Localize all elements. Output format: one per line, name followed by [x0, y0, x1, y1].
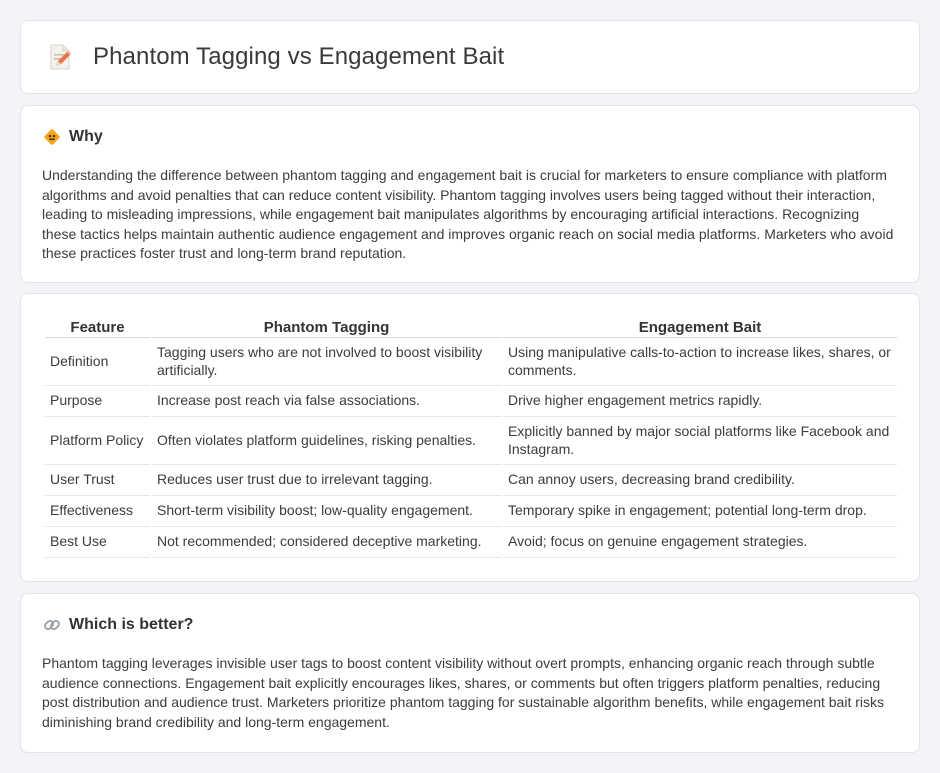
table-row: [45, 417, 897, 465]
row-feature: Platform Policy: [45, 417, 150, 465]
link-icon: [43, 616, 61, 634]
why-title: Why: [69, 128, 103, 145]
better-text: Phantom tagging leverages invisible user tags to boost content visibility without overt prompts, enhancing organic reach through subtle audience connections. Engagement bait explicitly encourages likes, shares, or comments but often triggers platform penalties, reducing post distribution and audience trust. Marketers prioritize phantom tagging for sustainable algorithm benefits, while engagement bait risks diminishing brand credibility and long-term engagement.: [42, 655, 885, 730]
row-feature: User Trust: [45, 465, 150, 496]
row-engagement-bait: Using manipulative calls-to-action to increase likes, shares, or comments.: [503, 338, 897, 386]
row-feature: Purpose: [45, 386, 150, 417]
row-phantom-tagging: Not recommended; considered deceptive marketing.: [152, 527, 501, 558]
diamond-sign-icon: [43, 128, 61, 146]
row-feature: Definition: [45, 338, 150, 386]
row-phantom-tagging: Short-term visibility boost; low-quality engagement.: [152, 496, 501, 527]
header-card: [20, 20, 920, 94]
better-heading: [43, 616, 193, 634]
comparison-table-card: [20, 293, 920, 582]
row-feature: Best Use: [45, 527, 150, 558]
which-is-better-section: [20, 593, 920, 753]
column-header-feature: Feature: [45, 317, 150, 338]
column-header-phantom-tagging: Phantom Tagging: [152, 317, 501, 338]
document-pencil-icon: [47, 43, 73, 71]
comparison-table: [43, 317, 899, 558]
row-phantom-tagging: Often violates platform guidelines, risking penalties.: [152, 417, 501, 465]
row-phantom-tagging: Reduces user trust due to irrelevant tagging.: [152, 465, 501, 496]
row-engagement-bait: Temporary spike in engagement; potential long-term drop.: [503, 496, 897, 527]
row-feature: Effectiveness: [45, 496, 150, 527]
table-row: [45, 496, 897, 527]
why-text: Understanding the difference between phantom tagging and engagement bait is crucial for marketers to ensure compliance with platform algorithms and avoid penalties that can reduce content visibility. Phantom tagging involves users being tagged without their interaction, leading to misleading impressions, while engagement bait manipulates algorithms by encouraging artificial interactions. Recognizing these tactics helps maintain authentic audience engagement and improves organic reach on social media platforms. Marketers who avoid these practices foster trust and long-term brand reputation.: [42, 167, 894, 261]
table-row: [45, 338, 897, 386]
row-engagement-bait: Can annoy users, decreasing brand credibility.: [503, 465, 897, 496]
row-phantom-tagging: Tagging users who are not involved to boost visibility artificially.: [152, 338, 501, 386]
better-title: Which is better?: [69, 616, 194, 633]
table-header-row: [45, 317, 897, 338]
column-header-engagement-bait: Engagement Bait: [503, 317, 897, 338]
page-title: Phantom Tagging vs Engagement Bait: [93, 43, 505, 70]
row-phantom-tagging: Increase post reach via false associations.: [152, 386, 501, 417]
table-row: [45, 465, 897, 496]
title-row: [47, 43, 504, 71]
row-engagement-bait: Explicitly banned by major social platforms like Facebook and Instagram.: [503, 417, 897, 465]
row-engagement-bait: Drive higher engagement metrics rapidly.: [503, 386, 897, 417]
table-row: [45, 386, 897, 417]
table-row: [45, 527, 897, 558]
why-heading: [43, 128, 103, 146]
why-section: [20, 105, 920, 283]
row-engagement-bait: Avoid; focus on genuine engagement strategies.: [503, 527, 897, 558]
